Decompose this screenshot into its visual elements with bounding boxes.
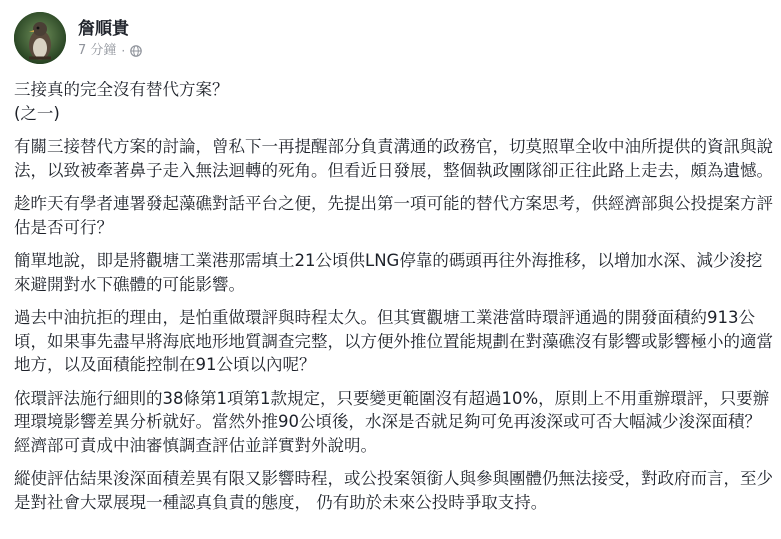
separator-dot: · xyxy=(121,43,126,58)
avatar[interactable] xyxy=(14,12,66,64)
paragraph-5: 依環評法施行細則的38條第1項第1款規定，只要變更範圍沒有超過10%，原則上不用重辦環評，只要辦理環境影響差異分析就好。當然外推90公頃後，水深是否就足夠可免再浚深或可否大幅減少浚深面積？經濟部可責成中油審慎調查評估並詳實對外說明。 xyxy=(14,388,770,455)
post-body xyxy=(14,78,774,514)
paragraph-4: 過去中油抗拒的理由，是怕重做環評與時程太久。但其實觀塘工業港當時環評通過的開發面積約913公頃，如果事先盡早將海底地形地質調查完整，以方便外推位置能規劃在對藻礁沒有影響或影響極小的適當地方，以及面積能控制在91公頃以內呢？ xyxy=(14,308,773,374)
post-subtitle: (之一) xyxy=(14,103,60,123)
paragraph-6: 縱使評估結果浚深面積差異有限又影響時程，或公投案領銜人與參與團體仍無法接受，對政府而言，至少是對社會大眾展現一種認真負責的態度， 仍有助於未來公投時爭取支持。 xyxy=(14,469,773,512)
paragraph-2: 趁昨天有學者連署發起藻礁對話平台之便，先提出第一項可能的替代方案思考，供經濟部與公投提案方評估是否可行？ xyxy=(14,194,773,237)
post-header xyxy=(14,10,142,66)
post-title: 三接真的完全沒有替代方案？ xyxy=(14,80,229,99)
post-subline xyxy=(78,43,142,59)
author-name[interactable]: 詹順貴 xyxy=(78,18,129,39)
post-meta xyxy=(78,18,142,59)
paragraph-1: 有關三接替代方案的討論，曾私下一再提醒部分負責溝通的政務官，切莫照單全收中油所提供的資訊與說法，以致被牽著鼻子走入無法迴轉的死角。但看近日發展，整個執政團隊卻正往此路上走去，頗為遺憾。 xyxy=(14,137,773,180)
avatar-photo xyxy=(14,12,66,64)
post-timestamp[interactable]: 7 分鐘 xyxy=(78,42,117,58)
paragraph-3: 簡單地說，即是將觀塘工業港那需填土21公頃供LNG停靠的碼頭再往外海推移，以增加水深、減少浚挖來避開對水下礁體的可能影響。 xyxy=(14,251,763,294)
globe-icon[interactable] xyxy=(130,45,142,57)
